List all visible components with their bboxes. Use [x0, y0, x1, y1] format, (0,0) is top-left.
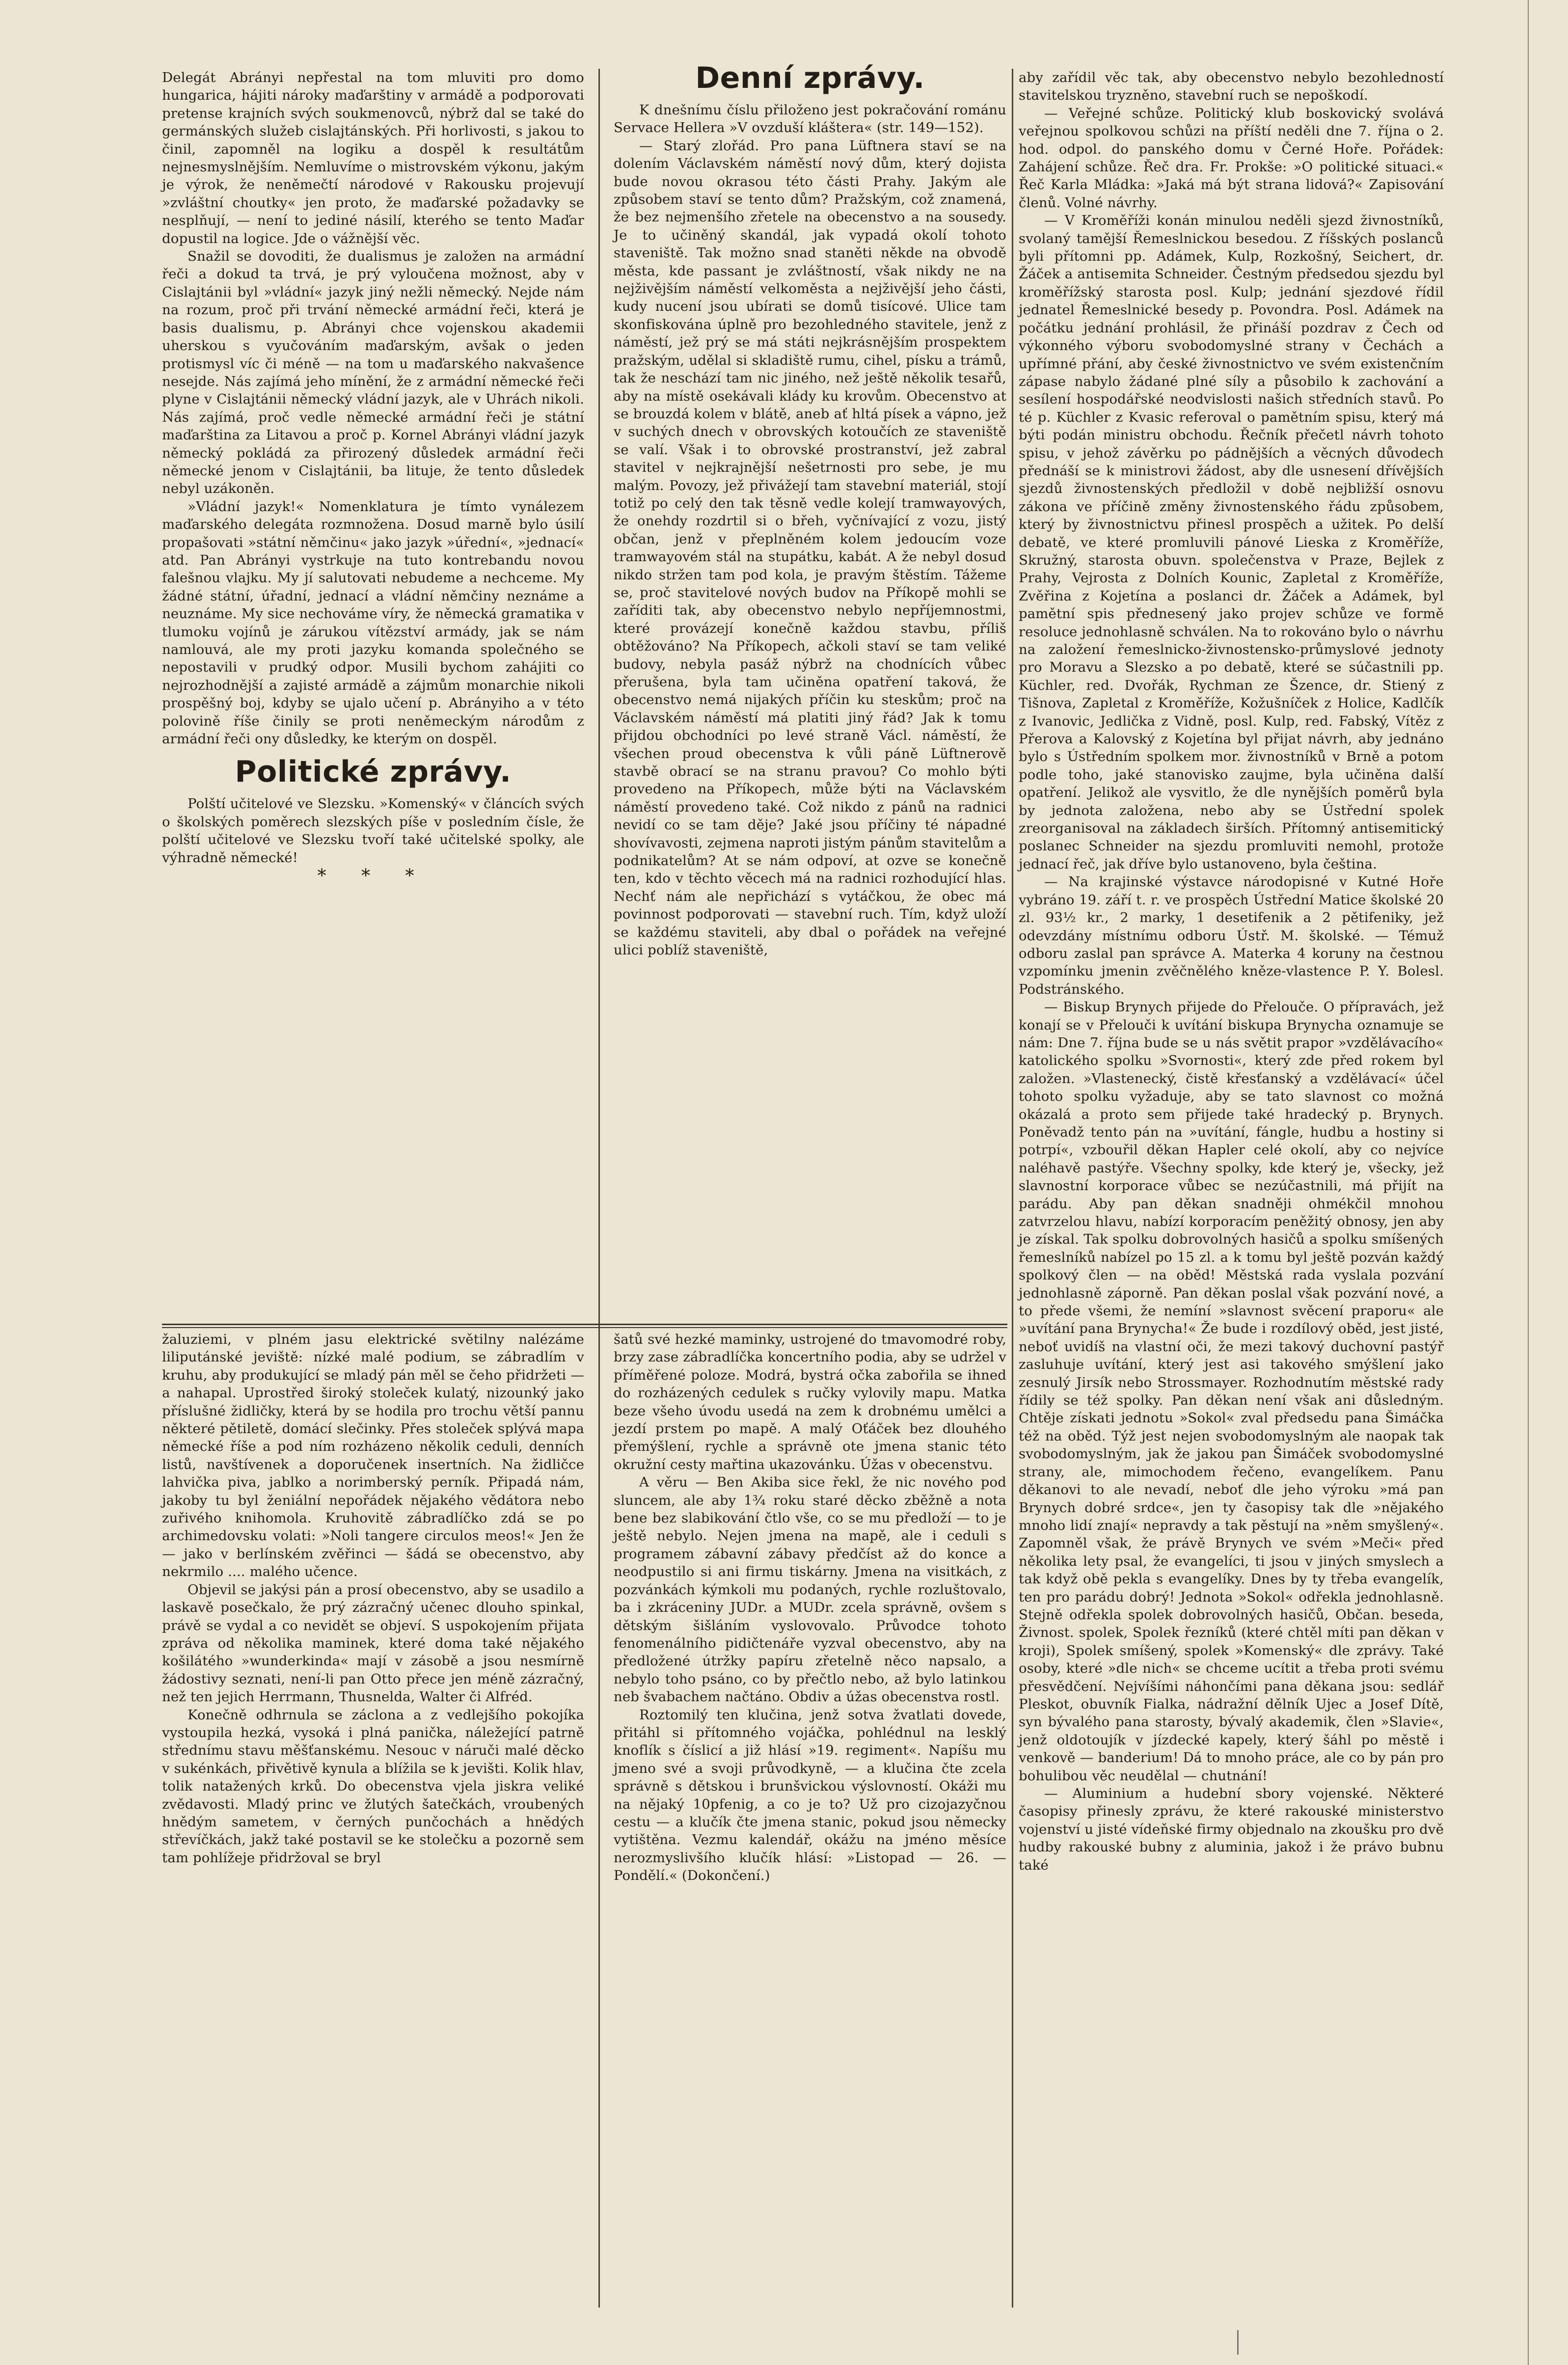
article-paragraph: — Starý zlořád. Pro pana Lüftnera staví se na dolením Václavském náměstí nový dům, který dojista bude novou okrasou této části Prahy. Jakým ale způsobem staví se tento dům? Pražským, což znamená, že bez nejmenšího zřetele na obecenstvo a na sousedy. Je to učiněný skandál, jak vypadá okolí tohoto staveniště. Tak možno snad staněti někde na obvodě města, kde passant je zvláštností, však nikdy ne na nejživějším náměstí velkoměsta a nejživější jeho části, kudy nucení jsou ubírati se domů tisícové. Ulice tam skonfiskována úplně pro bezohledného stavitele, jenž z náměstí, jež prý se má státi nejkrásnějším prospektem pražským, udělal si skladiště rumu, cihel, písku a trámů, tak že neschází tam nic jiného, než ještě několik tesařů, aby na místě osekávali klády ku krovům. Obecenstvo at se brouzdá kolem v blátě, aneb ať hltá písek a vápno, jež v suchých dnech v obrovských kotoučích ze staveniště se valí. Však i to obrovské prostranství, jež zabral stavitel v nejkrajnější nešetrnosti pro sebe, je mu malým. Povozy, jež přivážejí tam stavební materiál, stojí totiž po celý den tak těsně vedle kolejí tramwayových, že onehdy rozdrtil si o břeh, vyčnívající z vozu, jistý občan, jenž v přeplněném kolem jedoucím voze tramwayovém stál na stupátku, kabát. A že nebyl dosud nikdo stržen tam pod kola, je pravým štěstím. Tážeme se, proč stavitelové nových budov na Příkopě mohli se zaříditi tak, aby obecenstvo nebylo nepříjemnostmi, které provázejí konečně každou stavbu, příliš obtěžováno? Na Příkopech, ačkoli staví se tam veliké budovy, nebyla pasáž nýbrž na chodnících vůbec přerušena, byla tam učiněna opatření taková, že obecenstvo nemá nijakých příčin ku steskům; proč na Václavském náměstí má platiti jiný řád? Jak k tomu přijdou obchodníci po levé straně Václ. náměstí, že všechen proud obecenstva k vůli páně Lüftnerově stavbě obrací se na stranu pravou? Co mohlo býti provedeno na Příkopech, může býti na Václavském náměstí provedeno také. Což nikdo z pánů na radnici nevidí co se tam děje? Jaké jsou příčiny té nápadné shovívavosti, zejmena naproti jistým pánům stavitelům a podnikatelům? At se nám odpoví, at ozve se konečně ten, kdo v těchto věcech má na radnici rozhodující hlas. Nechť nám ale nepřichází s vytáčkou, že obec má povinnost podporovati — stavební ruch. Tím, když uloží se každému staviteli, aby dbal o pořádek na veřejné ulici poblíž staveniště,	[614, 137, 1006, 958]
feuilleton-column-right	[614, 1331, 1006, 1885]
section-heading-denni-zpravy: Denní zprávy.	[695, 61, 925, 95]
article-paragraph: — Biskup Brynych přijede do Přelouče. O přípravách, jež konají se v Přelouči k uvítání biskupa Brynycha oznamuje se nám: Dne 7. října bude se u nás světit prapor »vzdělávacího« katolického spolku »Svornosti«, který zde před rokem byl založen. »Vlastenecký, čistě křesťanský a vzdělávací« účel tohoto spolku vyžaduje, aby se tato slavnost co možná okázalá a proto sem přijede také hradecký p. Brynych. Poněvadž tento pán na »uvítání, fángle, hudbu a hostiny si potrpí«, vzbouřil děkan Hapler celé okolí, aby co nejvíce naléhavě pastýře. Všechny spolky, kde který je, všecky, jež slavnostní korporace vůbec se nezúčastnili, má přijít na parádu. Aby pan děkan snadněji ohmékčil mnohou zatvrzelou hlavu, nabízí korporacím peněžitý obnosy, jen aby je získal. Tak spolku dobrovolných hasičů a spolku smíšených řemeslníků nabízel po 15 zl. a k tomu byl ještě pozván každý spolkový člen — na oběd! Městská rada vyslala pozvání jednohlasně záporně. Pan děkan poslal však pozvání nové, a to přede všemi, že nemíní »slavnost svěcení praporu« ale »uvítání pana Brynycha!« Že bude i rozdílový oběd, jest jisté, neboť uvidíš na vlastní oči, že mezi takový duchovní pastýř zasluhuje uvítání, který jest asi takového smýšlení jako zesnulý Jirsík nebo Strossmayer. Rozhodnutím městské rady řídily se též spolky. Pan děkan není však ani důsledným. Chtěje získati jednotu »Sokol« zval předsedu pana Šimáčka též na oběd. Týž jest nejen svobodomyslným ale naopak tak svobodomyslným, jak že jakou pan Šimáček svobodomyslné strany, ale, mimochodem řečeno, evangelíkem. Panu děkanovi to ale nevadí, neboť dle jeho výroku »má pan Brynych dobré srdce«, jen ty časopisy tak dle »nějakého mnoho lidí znají« nepravdy a tak pěstují na »něm smyšlený«. Zapomněl však, že právě Brynych ve svém »Meči« před několika lety psal, že evangelíci, ti jsou v jiných smyslech a tak když obě pekla s evangelíky. Dnes by ty třeba evangelík, ten pro parádu dobrý! Jednota »Sokol« odřekla jednohlasně. Stejně odřekla spolek dobrovolných hasičů, Občan. beseda, Živnost. spolek, Spolek řezníků (které chtěl míti pan děkan v kroji), Spolek smíšený, spolek »Komenský« dle zprávy. Také osoby, které »dle nich« se chceme ucítit a třeba proti svému přesvědčení. Nejvíšími náhončími pana děkana jsou: sedlář Pleskot, obuvník Fialka, nádražní dělník Ujec a Josef Dítě, syn bývalého pana starosty, bývalý akademik, člen »Slavie«, jenž oldotoujík v jízdecké kapely, který šáhl po městě i venkově — banderium! Dá to mnoho práce, ale co by pán pro bohulibou věc neudělal — chutnání!	[1019, 999, 1444, 1784]
section-heading-politicke-zpravy: Politické zprávy.	[235, 755, 512, 789]
article-paragraph: Snažil se dovoditi, že dualismus je založen na armádní řeči a dokud ta trvá, je prý vyloučena možnost, aby v Cislajtánii byl »vládní« jazyk jiný nežli německý. Nejde nám na rozum, proč při trvání německé armádní řeči, která je basis dualismu, p. Abrányi chce vojenskou akademii uherskou s vyučováním maďarským, avšak o jeden protismysl víc či méně — na tom u maďarského nakvašence nesejde. Nás zajímá jeho mínění, že z armádní německé řeči plyne v Cislajtánii německý vládní jazyk, ale v Uhrách nikoli. Nás zajímá, proč vedle německé armádní řeči je státní maďarština za Litavou a proč p. Kornel Abrányi vládní jazyk německý pokládá za přirozený důsledek armádní řeči německé jenom v Cislajtánii, ba lituje, že tento důsledek nebyl uzákoněn.	[162, 248, 584, 497]
feuilleton-divider	[162, 1324, 1007, 1325]
feuilleton-paragraph: Konečně odhrnula se záclona a z vedlejšího pokojíka vystoupila hezká, vysoká i plná panička, náležející patrně střednímu stavu měšťanskému. Nesouc v náruči malé děcko v sukénkách, přivětivě kynula a blížila se k jevišti. Kolik hlav, tolik natažených krků. Do obecenstva vjela jiskra veliké zvědavosti. Mladý princ ve žlutých šatečkách, vroubených hnědým sametem, v černých punčochách a hnědých střevíčkách, jakž také postavil se ke stolečku a pozorně sem tam pohlížeje přidržoval se bryl	[162, 1707, 584, 1866]
feuilleton-paragraph: žaluziemi, v plném jasu elektrické světilny nalézáme liliputánské jeviště: nízké malé podium, se zábradlím v kruhu, aby produkující se mladý pán měl se čeho přidržeti — a nahapal. Uprostřed široký stoleček kulatý, nizounký jako příslušné židličky, která by se hodila pro trochu větší pannu některé pětiletě, domácí slečinky. Přes stoleček splývá mapa německé říše a pod ním rozházeno několik ceduli, denních listů, navštívenek a doporučenek insertních. Na židličce lahvička piva, jablko a norimberský perník. Připadá nám, jakoby tu byl ženiální nepořádek nějakého vědátora nebo zuřivého knihomola. Kruhovitě zábradlíčko zdá se po archimedovsku volati: »Noli tangere circulos meos!« Jen že — jako v berlínském zvěřinci — šádá se obecenstvo, aby nekrmilo .... malého učence.	[162, 1332, 584, 1580]
article-paragraph: Polští učitelové ve Slezsku. »Komenský« v článcích svých o školských poměrech slezských píše v posledním čísle, že polští učitelové ve Slezsku tvoří také učitelské spolky, ale výhradně německé!	[162, 796, 584, 866]
column-right	[1019, 69, 1444, 1874]
print-mark	[1237, 2330, 1239, 2355]
article-paragraph: — V Kroměříži konán minulou neděli sjezd živnostníků, svolaný tamější Řemeslnickou besedou. Z říšských poslanců byli přítomni pp. Adámek, Kulp, Rozkošný, Seichert, dr. Žáček a antisemita Schneider. Čestným předsedou sjezdu byl kroměřížský starosta posl. Kulp; jednání sjezdové řídil jednatel Řemeslnické besedy p. Povondra. Posl. Adámek na počátku jednání prohlásil, že přináší pozdrav z Čech od výkonného výboru svobodomyslné strany v Čechách a upřímné přání, aby české živnostnictvo ve svém existenčním zápase nabylo žádané plné síly a působilo k zachování a sesílení hospodářské neodvislosti našich středních stavů. Po té p. Küchler z Kvasic referoval o pamětním spisu, který má býti podán ministru obchodu. Řečník přečetl návrh tohoto spisu, v jehož závěrku po pádnějších a věcných důvodech přednáší se k ministrovi žádost, aby dle usnesení dřívějších sjezdů živnostenských předložil v době nejbližší osnovu zákona ve příčině změny živnostenského řádu způsobem, který by živnostnictvu přinesl prospěch a užitek. Po delší debatě, ve které promluvili pánové Lieska z Kroměříže, Skružný, starosta obuvn. společenstva v Praze, Bejlek z Prahy, Vejrosta z Dolních Kounic, Zapletal z Kroměříže, Zvěřina z Kojetína a poslanci dr. Žáček a Adámek, byl pamětní spis přednesený jako projev schůze ve formě resoluce jednohlasně schválen. Na to rokováno bylo o návrhu na založení řemeslnicko-živnostensko-průmyslové jednoty pro Moravu a Slezsko a po debatě, které se súčastnili pp. Küchler, red. Dvořák, Rychman ze Šzence, dr. Stiený z Tišnova, Zapletal z Kroměříže, Kožušníček z Holice, Kadlčík z Ivanovic, Jedlička z Vidně, posl. Kulp, red. Fabský, Vítěz z Přerova a Kalovský z Kojetína byl přijat návrh, aby jednáno bylo s Ústředním spolkem mor. živnostníků v Brně a potom podle toho, jaké stanovisko zaujme, byla učiněna další opatření. Jelikož ale vysvitlo, že dle nynějších poměrů byla by jednota založena, nebo aby se Ústřední spolek zreorganisoval na základech širších. Přítomný antisemitický poslanec Schneider na sjezdu promluviti nemohl, protože jednací řeč, jak dříve bylo ustanoveno, byla čeština.	[1019, 213, 1444, 872]
article-paragraph: »Vládní jazyk!« Nomenklatura je tímto vynálezem maďarského delegáta rozmnožena. Dosud marně bylo úsilí propašovati »státní němčinu« jako jazyk »úřední«, »jednací« atd. Pan Abrányi vystrkuje na tuto kontrebandu novou falešnou vlajku. My jí salutovati nebudeme a nechceme. My žádné státní, úřadní, jednací a vládní němčiny neznáme a neuznáme. My sice nechováme víry, že německá gramatika v tlumoku vojínů je zárukou vítězství armády, jak se nám namlouvá, ale my proti jazyku komanda společného se nepostavili v prudký odpor. Musili bychom zahájiti co nejrozhodnější a zajisté armádě a zájmům monarchie nikoli prospěšný boj, kdyby se ujalo učení p. Abrányiho a v této polovině říše činily se proti neněmeckým národům z armádní řeči ony důsledky, ke kterým on dospěl.	[162, 498, 584, 747]
feuilleton-paragraph: Objevil se jakýsi pán a prosí obecenstvo, aby se usadilo a laskavě posečkalo, že prý zázračný učenec dlouho spinkal, právě se vydal a co nevidět se objeví. S uspokojením přijata zpráva od několika maminek, které doma také nějakého košilátého »wunderkinda« mají v zásobě a jsou nesmírně žádostivy seznati, není-li pan Otto přece jen méně zázračný, než ten jejich Herrmann, Thusnelda, Walter či Alfréd.	[162, 1581, 584, 1705]
feuilleton-paragraph: šatů své hezké maminky, ustrojené do tmavomodré roby, brzy zase zábradlíčka koncertního podia, aby se udržel v příměřené poloze. Modrá, bystrá očka zabořila se ihned do rozházených cedulek s ručky vylovily mapu. Matka beze všeho úvodu usedá na zem k drobnému umělci a jezdí prstem po mapě. A malý Oťáček bez dlouhého přemýšlení, rychle a správně ote jmena stanic této okružní cesty mařtina ukazovánku. Úžas v obecenstvu.	[614, 1332, 1006, 1472]
feuilleton-paragraph: Roztomilý ten klučina, jenž sotva žvatlati dovede, přitáhl si přítomného vojáčka, pohlédnul na lesklý knoflík s číslicí a již hlásí »19. regiment«. Napíšu mu jmeno své a svoji průvodkyně, — a klučina čte zcela správně s dětskou i brunšvickou výslovností. Okáži mu na nějaký 10pfenig, a co je to? Už pro cizojazyčnou cestu — a klučík čte jmena stanic, pokud jsou německy vytištěna. Vezmu kalendář, okážu na jméno měsíce nerozmyslivšího klučík hlásí: »Listopad — 26. — Pondělí.« (Dokončení.)	[614, 1707, 1006, 1884]
feuilleton-column-left	[162, 1331, 584, 1867]
feuilleton-paragraph: A věru — Ben Akiba sice řekl, že nic nového pod sluncem, ale aby 1¾ roku staré děcko zběžně a nota bene bez slabikování čtlo vše, co se mu předloží — to je ještě nebylo. Nejen jmena na mapě, ale i ceduli s programem zábavní zábavy předčíst až do konce a neodpustilo si ani firmu tiskárny. Jmena na visitkách, z pozvánkách kýmkoli mu podaných, rychle rozluštovalo, ba i zkráceniny JUDr. a MUDr. zcela správně, ovšem s dětským šišláním vyslovovalo. Průvodce tohoto fenomenálního pidičtenáře vyzval obecenstvo, aby na předložené útržky papíru zřetelně něco napsalo, a nebylo toho psáno, co by přečtlo nebo, až bylo latinkou neb švabachem načtáno. Obdiv a úžas obecenstva rostl.	[614, 1474, 1006, 1705]
page-edge-line	[1528, 0, 1529, 2365]
article-paragraph: — Aluminium a hudební sbory vojenské. Některé časopisy přinesly zprávu, že které rakouské ministerstvo vojenství u jisté vídeňské firmy objednalo na zkoušku pro dvě hudby rakouské bubny z aluminia, jakož i že právo bubnu také	[1019, 1786, 1444, 1873]
article-paragraph: — Veřejné schůze. Politický klub boskovický svolává veřejnou spolkovou schůzi na příští neděli dne 7. října o 2. hod. odpol. do panského domu v Černé Hoře. Pořádek: Zahájení schůze. Řeč dra. Fr. Prokše: »O politické situaci.« Řeč Karla Mládka: »Jaká má být strana lidová?« Zapisování členů. Volné návrhy.	[1019, 105, 1444, 211]
section-separator-stars: * * *	[317, 866, 429, 887]
article-paragraph: aby zařídil věc tak, aby obecenstvo nebylo bezohledností stavitelskou tryzněno, stavební ruch se nepoškodí.	[1019, 70, 1444, 104]
column-divider	[1012, 69, 1013, 2308]
article-paragraph: — Na krajinské výstavce národopisné v Kutné Hoře vybráno 19. září t. r. ve prospěch Ústřední Matice školské 20 zl. 93½ kr., 2 marky, 1 desetifenik a 2 pětifeniky, jež odevzdány místnímu odboru Ústř. M. školské. — Témuž odboru zaslal pan správce A. Materka 4 koruny na čestnou vzpomínku jmenin zvěčnělého kněze-vlastence P. Y. Bolesl. Podstránského.	[1019, 874, 1444, 997]
article-paragraph: K dnešnímu číslu přiloženo jest pokračování románu Servace Hellera »V ovzduší kláštera« (str. 149—152).	[614, 102, 1006, 136]
article-paragraph: Delegát Abrányi nepřestal na tom mluviti pro domo hungarica, hájiti nároky maďarštiny v armádě a podporovati pretense krajních svých soukmenovců, nýbrž dal se také do germánských služeb cislajtánských. Při horlivosti, s jakou to činil, zapomněl na logiku a dospěl k resultátům nejnesmyslnějším. Nemluvíme o mistrovském výkonu, jakým je výrok, že neněmečtí národové v Rakousku projevují »zvláštní choutky« jen proto, že maďarské požadavky se nesplňují, — není to jediné násilí, kterého se tento Maďar dopustil na logice. Jde o vážnější věc.	[162, 70, 584, 246]
column-divider	[598, 69, 600, 2308]
column-left	[162, 69, 584, 886]
column-middle	[614, 59, 1006, 959]
feuilleton-divider	[162, 1327, 1007, 1328]
